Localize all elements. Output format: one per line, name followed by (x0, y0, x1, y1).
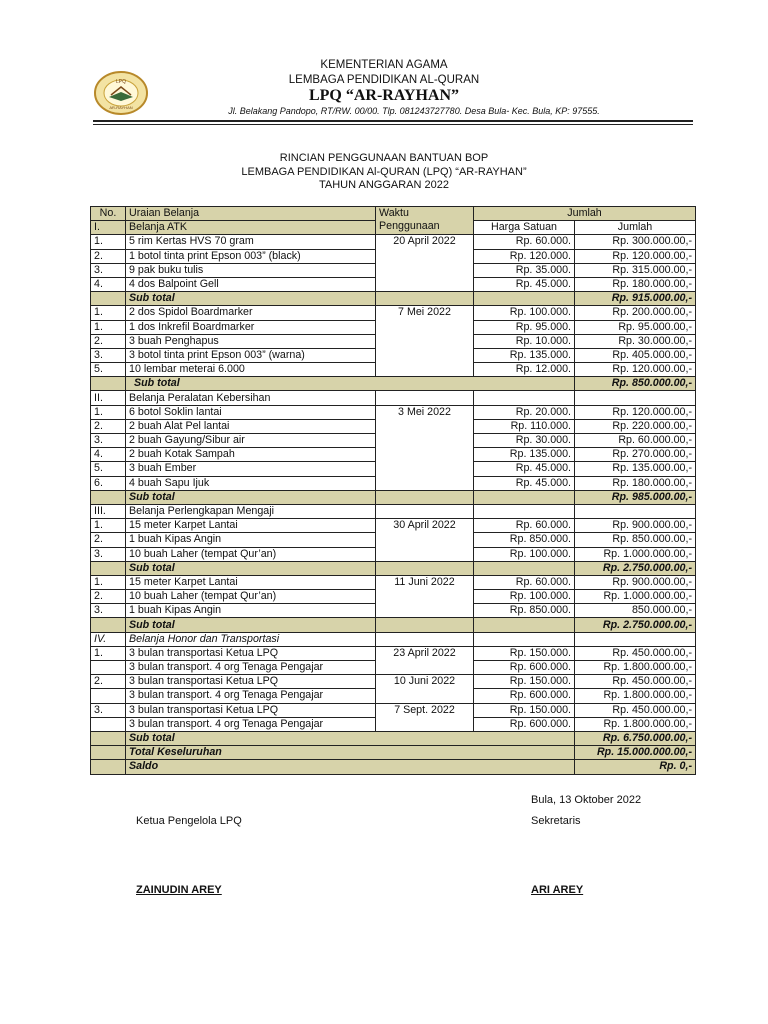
table-cell (376, 632, 474, 646)
table-cell: 2. (91, 419, 126, 433)
table-cell: 15 meter Karpet Lantai (126, 575, 376, 589)
section-row (91, 632, 696, 646)
header-jumlah-sub: Jumlah (575, 221, 696, 235)
table-row (91, 235, 696, 249)
table-cell: 3 bulan transportasi Ketua LPQ (126, 675, 376, 689)
table-cell: 3 bulan transportasi Ketua LPQ (126, 703, 376, 717)
table-cell (474, 561, 575, 575)
table-cell: 2. (91, 334, 126, 348)
table-cell: Rp. 985.000.00,- (575, 490, 696, 504)
table-cell: Belanja Perlengkapan Mengaji (126, 504, 376, 518)
title-line-2: LEMBAGA PENDIDIKAN Al-QURAN (LPQ) “AR-RAYHAN” (241, 165, 527, 178)
table-cell: 2 buah Gayung/Sibur air (126, 434, 376, 448)
table-cell: Rp. 900.000.00,- (575, 519, 696, 533)
table-cell: Rp. 135.000. (474, 448, 575, 462)
table-cell: Rp. 850.000. (474, 604, 575, 618)
table-row (91, 646, 696, 660)
section-label: Belanja ATK (126, 221, 376, 235)
table-cell (91, 689, 126, 703)
table-cell: 3 bulan transport. 4 org Tenaga Pengajar (126, 717, 376, 731)
table-cell: 5. (91, 462, 126, 476)
institution-name: LEMBAGA PENDIDIKAN AL-QURAN (288, 74, 480, 86)
table-cell: 10 lembar meterai 6.000 (126, 363, 376, 377)
title-line-3: TAHUN ANGGARAN 2022 (318, 179, 449, 191)
table-cell: 850.000.00,- (575, 604, 696, 618)
letterhead-rule-thick (93, 120, 693, 122)
subtotal-row (91, 377, 696, 391)
table-cell: Rp. 0,- (575, 760, 696, 774)
table-cell: Sub total (126, 377, 575, 391)
table-cell: 4. (91, 448, 126, 462)
table-cell: Rp. 150.000. (474, 703, 575, 717)
subtotal-row (91, 490, 696, 504)
table-cell: Rp. 1.800.000.00,- (575, 717, 696, 731)
table-cell: Rp. 15.000.000.00,- (575, 746, 696, 760)
table-cell: 1 buah Kipas Angin (126, 533, 376, 547)
table-cell: 3. (91, 263, 126, 277)
table-cell: 3 bulan transport. 4 org Tenaga Pengajar (126, 689, 376, 703)
table-cell: Rp. 450.000.00,- (575, 646, 696, 660)
table-cell: 3. (91, 547, 126, 561)
table-cell: Rp. 850.000.00,- (575, 377, 696, 391)
table-cell: 10 buah Laher (tempat Qur’an) (126, 590, 376, 604)
date-cell: 10 Juni 2022 (376, 675, 474, 703)
table-cell (91, 490, 126, 504)
lpq-name: LPQ “AR-RAYHAN” (308, 87, 460, 104)
table-cell: 3 buah Penghapus (126, 334, 376, 348)
section-no: I. (91, 221, 126, 235)
table-cell (91, 377, 126, 391)
date-cell: 7 Sept. 2022 (376, 703, 474, 731)
table-cell: Rp. 1.000.000.00,- (575, 590, 696, 604)
table-cell (474, 490, 575, 504)
table-cell: Rp. 100.000. (474, 547, 575, 561)
section-row (91, 391, 696, 405)
table-cell (575, 391, 696, 405)
table-cell: Rp. 180.000.00,- (575, 476, 696, 490)
section-row (91, 504, 696, 518)
table-cell: 2. (91, 533, 126, 547)
table-cell: 1 dos Inkrefil Boardmarker (126, 320, 376, 334)
header-no: No. (91, 207, 126, 221)
table-cell (91, 760, 126, 774)
table-cell (91, 292, 126, 306)
saldo-row (91, 760, 696, 774)
table-cell: Sub total (126, 490, 376, 504)
table-cell: Saldo (126, 760, 575, 774)
table-cell (91, 618, 126, 632)
table-cell: Sub total (126, 561, 376, 575)
table-cell (376, 618, 474, 632)
table-cell: Total Keseluruhan (126, 746, 575, 760)
address: Jl. Belakang Pandopo, RT/RW. 00/00. Tlp. 081243727780. Desa Bula- Kec. Bula, KP: 97555. (228, 106, 600, 116)
table-cell: Rp. 120.000.00,- (575, 405, 696, 419)
table-cell: 1 buah Kipas Angin (126, 604, 376, 618)
table-cell: Rp. 120.000.00,- (575, 249, 696, 263)
table-cell: Rp. 1.000.000.00,- (575, 547, 696, 561)
table-row (91, 306, 696, 320)
table-cell: Rp. 95.000. (474, 320, 575, 334)
table-cell (474, 292, 575, 306)
logo-top-text: LPQ (115, 79, 127, 85)
table-cell: Rp. 300.000.00,- (575, 235, 696, 249)
table-cell: 10 buah Laher (tempat Qur’an) (126, 547, 376, 561)
table-cell: Rp. 100.000. (474, 590, 575, 604)
table-cell: Rp. 120.000. (474, 249, 575, 263)
table-cell: 6. (91, 476, 126, 490)
table-cell: 1. (91, 646, 126, 660)
table-cell: Rp. 135.000.00,- (575, 462, 696, 476)
header-harga-satuan: Harga Satuan (474, 221, 575, 235)
table-cell: Rp. 200.000.00,- (575, 306, 696, 320)
table-cell: Rp. 150.000. (474, 675, 575, 689)
expense-table (90, 206, 696, 775)
table-cell: Rp. 60.000. (474, 519, 575, 533)
table-cell: Rp. 10.000. (474, 334, 575, 348)
table-cell: 2. (91, 675, 126, 689)
place-date: Bula, 13 Oktober 2022 (531, 794, 642, 806)
table-cell: 3 bulan transportasi Ketua LPQ (126, 646, 376, 660)
subtotal-row (91, 292, 696, 306)
header-waktu: Waktu Penggunaan (376, 207, 474, 235)
table-cell: Rp. 450.000.00,- (575, 703, 696, 717)
table-cell: Rp. 35.000. (474, 263, 575, 277)
table-row (91, 703, 696, 717)
table-cell: Rp. 60.000.00,- (575, 434, 696, 448)
ministry-name: KEMENTERIAN AGAMA (320, 59, 448, 71)
table-row (91, 575, 696, 589)
table-cell: Rp. 1.800.000.00,- (575, 689, 696, 703)
table-cell: 1. (91, 405, 126, 419)
table-cell: 4. (91, 277, 126, 291)
table-cell: II. (91, 391, 126, 405)
letterhead (0, 58, 768, 118)
table-cell: 3. (91, 604, 126, 618)
table-cell (91, 717, 126, 731)
table-cell: 1. (91, 235, 126, 249)
table-cell: Rp. 150.000. (474, 646, 575, 660)
logo-bottom-text: AR-RAYHAN (109, 105, 133, 110)
table-cell (376, 504, 474, 518)
subtotal-row (91, 618, 696, 632)
table-cell: Rp. 270.000.00,- (575, 448, 696, 462)
table-cell: Rp. 850.000.00,- (575, 533, 696, 547)
table-cell: 1. (91, 575, 126, 589)
table-cell: 3. (91, 348, 126, 362)
letterhead-rule-thin (93, 124, 693, 125)
date-cell: 3 Mei 2022 (376, 405, 474, 490)
table-cell: 1. (91, 320, 126, 334)
left-signatory-name: ZAINUDIN AREY (136, 884, 222, 896)
table-cell: Rp. 915.000.00,- (575, 292, 696, 306)
table-cell: Rp. 95.000.00,- (575, 320, 696, 334)
table-cell: 9 pak buku tulis (126, 263, 376, 277)
table-cell: 3 bulan transport. 4 org Tenaga Pengajar (126, 661, 376, 675)
table-cell: 2. (91, 249, 126, 263)
table-cell: 3. (91, 434, 126, 448)
date-cell: 7 Mei 2022 (376, 306, 474, 377)
table-cell (91, 661, 126, 675)
table-cell: 2. (91, 590, 126, 604)
table-cell: 3 botol tinta print Epson 003” (warna) (126, 348, 376, 362)
table-cell (376, 561, 474, 575)
table-cell (91, 746, 126, 760)
date-cell: 11 Juni 2022 (376, 575, 474, 618)
table-cell: 4 buah Sapu Ijuk (126, 476, 376, 490)
table-cell (575, 632, 696, 646)
table-row (91, 519, 696, 533)
total-row (91, 746, 696, 760)
table-cell: 6 botol Soklin lantai (126, 405, 376, 419)
right-signatory-role: Sekretaris (531, 815, 581, 827)
table-cell (376, 292, 474, 306)
document-title (0, 152, 768, 193)
table-cell: Rp. 2.750.000.00,- (575, 561, 696, 575)
table-cell: 1. (91, 519, 126, 533)
table-cell: Rp. 405.000.00,- (575, 348, 696, 362)
header-uraian: Uraian Belanja (126, 207, 376, 221)
table-cell: Rp. 30.000.00,- (575, 334, 696, 348)
table-cell: Rp. 110.000. (474, 419, 575, 433)
date-cell: 23 April 2022 (376, 646, 474, 674)
header-jumlah: Jumlah (474, 207, 696, 221)
table-cell (91, 561, 126, 575)
table-cell: Rp. 6.750.000.00,- (575, 731, 696, 745)
table-cell (474, 618, 575, 632)
table-header-row (91, 207, 696, 221)
subtotal-row (91, 731, 696, 745)
table-cell: 3. (91, 703, 126, 717)
table-cell: Belanja Peralatan Kebersihan (126, 391, 376, 405)
table-cell: Sub total (126, 292, 376, 306)
table-cell: IV. (91, 632, 126, 646)
table-cell: Rp. 20.000. (474, 405, 575, 419)
table-cell: 2 buah Kotak Sampah (126, 448, 376, 462)
table-cell: Rp. 900.000.00,- (575, 575, 696, 589)
table-cell (474, 504, 575, 518)
table-cell: Rp. 100.000. (474, 306, 575, 320)
table-cell: Rp. 30.000. (474, 434, 575, 448)
table-cell: 15 meter Karpet Lantai (126, 519, 376, 533)
table-cell: Rp. 45.000. (474, 462, 575, 476)
table-cell (474, 391, 575, 405)
table-cell: 1. (91, 306, 126, 320)
table-cell: Rp. 120.000.00,- (575, 363, 696, 377)
table-cell: Rp. 315.000.00,- (575, 263, 696, 277)
table-cell: Rp. 220.000.00,- (575, 419, 696, 433)
table-cell: III. (91, 504, 126, 518)
table-cell: 5 rim Kertas HVS 70 gram (126, 235, 376, 249)
table-cell: Rp. 180.000.00,- (575, 277, 696, 291)
table-cell: Rp. 45.000. (474, 476, 575, 490)
table-cell: Rp. 2.750.000.00,- (575, 618, 696, 632)
table-cell (376, 490, 474, 504)
title-line-1: RINCIAN PENGGUNAAN BANTUAN BOP (279, 152, 489, 164)
table-cell: Rp. 850.000. (474, 533, 575, 547)
table-cell: Rp. 12.000. (474, 363, 575, 377)
table-row (91, 675, 696, 689)
table-cell: 5. (91, 363, 126, 377)
table-cell: Rp. 45.000. (474, 277, 575, 291)
table-cell: Sub total (126, 618, 376, 632)
table-cell (575, 504, 696, 518)
table-cell: Rp. 600.000. (474, 689, 575, 703)
table-cell: 2 buah Alat Pel lantai (126, 419, 376, 433)
table-cell: Rp. 450.000.00,- (575, 675, 696, 689)
table-cell: Rp. 60.000. (474, 575, 575, 589)
table-cell: Sub total (126, 731, 575, 745)
left-signatory-role: Ketua Pengelola LPQ (136, 815, 242, 827)
table-cell: Rp. 600.000. (474, 717, 575, 731)
table-cell: 1 botol tinta print Epson 003” (black) (126, 249, 376, 263)
table-cell: Rp. 60.000. (474, 235, 575, 249)
table-cell: 4 dos Balpoint Gell (126, 277, 376, 291)
table-cell: 2 dos Spidol Boardmarker (126, 306, 376, 320)
table-cell: Rp. 135.000. (474, 348, 575, 362)
table-cell (474, 632, 575, 646)
table-cell: Rp. 600.000. (474, 661, 575, 675)
table-cell: Rp. 1.800.000.00,- (575, 661, 696, 675)
right-signatory-name: ARI AREY (531, 884, 584, 896)
date-cell: 20 April 2022 (376, 235, 474, 292)
date-cell: 30 April 2022 (376, 519, 474, 562)
table-row (91, 405, 696, 419)
subtotal-row (91, 561, 696, 575)
table-cell: Belanja Honor dan Transportasi (126, 632, 376, 646)
table-cell (91, 731, 126, 745)
table-cell: 3 buah Ember (126, 462, 376, 476)
table-cell (376, 391, 474, 405)
